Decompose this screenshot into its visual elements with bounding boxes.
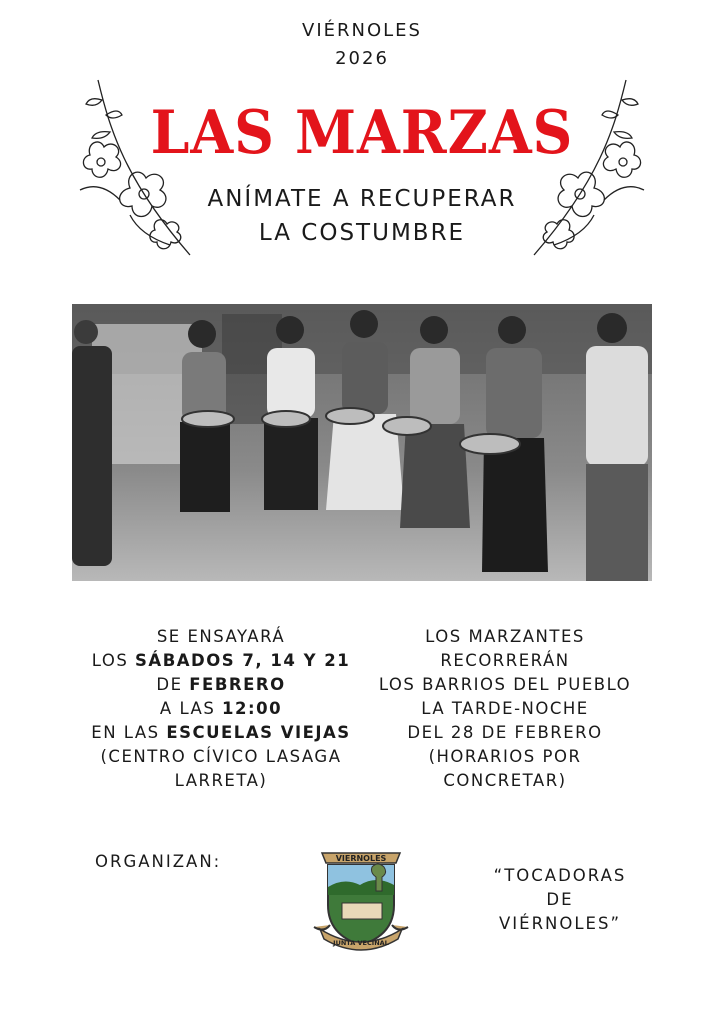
rehearsal-line-5: EN LAS ESCUELAS VIEJAS xyxy=(91,723,351,742)
logo-top-text: VIERNOLES xyxy=(335,854,387,863)
rehearsal-line-3: DE FEBRERO xyxy=(156,675,286,694)
rehearsal-month: FEBRERO xyxy=(189,675,286,694)
junta-vecinal-crest-icon xyxy=(312,845,410,955)
route-line-2: RECORRERÁN xyxy=(440,651,570,670)
organizer-group xyxy=(470,864,650,936)
route-line-4: LA TARDE-NOCHE xyxy=(421,699,589,718)
subtitle-line-1: ANÍMATE A RECUPERAR xyxy=(207,186,517,212)
rehearsal-venue: ESCUELAS VIEJAS xyxy=(166,723,351,742)
rehearsal-line-2: LOS SÁBADOS 7, 14 Y 21 xyxy=(91,651,351,670)
route-line-6: (HORARIOS POR xyxy=(428,747,582,766)
organizer-group-line-2: DE xyxy=(546,890,574,909)
subtitle-line-2: LA COSTUMBRE xyxy=(258,220,466,246)
rehearsal-line-1: SE ENSAYARÁ xyxy=(156,627,286,646)
route-line-7: CONCRETAR) xyxy=(443,771,567,790)
organizer-group-line-3: VIÉRNOLES” xyxy=(498,914,621,933)
rehearsal-info xyxy=(71,625,371,793)
rehearsal-line-4: A LAS 12:00 xyxy=(159,699,283,718)
route-line-1: LOS MARZANTES xyxy=(425,627,585,646)
year: 2026 xyxy=(335,48,389,69)
place-name: VIÉRNOLES xyxy=(302,20,422,41)
rehearsal-line-6: (CENTRO CÍVICO LASAGA xyxy=(100,747,342,766)
route-line-3: LOS BARRIOS DEL PUEBLO xyxy=(378,675,632,694)
rehearsal-time: 12:00 xyxy=(222,699,283,718)
route-info xyxy=(355,625,655,793)
rehearsal-line-7: LARRETA) xyxy=(174,771,268,790)
rehearsal-dates: SÁBADOS 7, 14 Y 21 xyxy=(135,651,351,670)
organizer-group-line-1: “TOCADORAS xyxy=(493,866,627,885)
logo-bottom-text: JUNTA VECINAL xyxy=(333,939,389,947)
organizers-label: ORGANIZAN: xyxy=(95,852,222,871)
route-line-5: DEL 28 DE FEBRERO xyxy=(407,723,603,742)
page-title: LAS MARZAS xyxy=(150,98,574,168)
vintage-photo-women-singing-icon xyxy=(72,304,652,581)
